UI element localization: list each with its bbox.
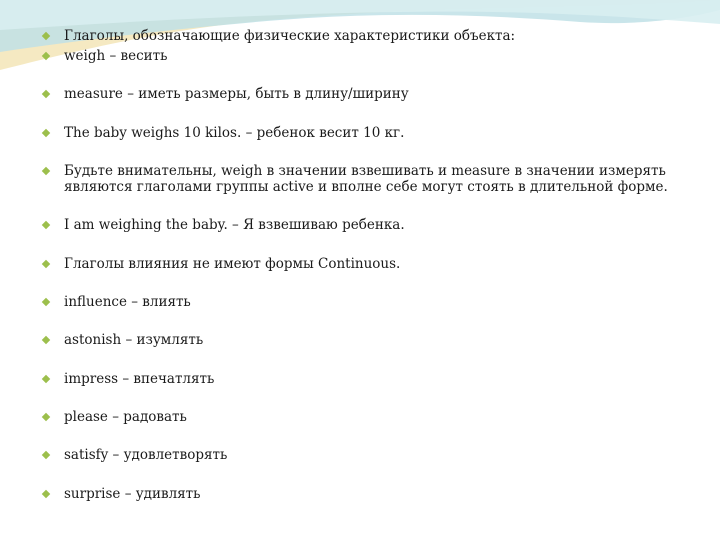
bullet-icon	[42, 375, 50, 383]
bullet-icon	[42, 451, 50, 459]
item-text: surprise – удивлять	[64, 486, 201, 502]
bullet-icon	[42, 490, 50, 498]
item-text: I am weighing the baby. – Я взвешиваю ребенка.	[64, 217, 405, 233]
bullet-icon	[42, 52, 50, 60]
list-item	[64, 409, 704, 425]
item-text: Глаголы, обозначающие физические характеристики объекта:	[64, 28, 516, 44]
list-item	[64, 332, 704, 348]
item-text: The baby weighs 10 kilos. – ребенок весит 10 кг.	[64, 125, 405, 141]
bullet-icon	[42, 413, 50, 421]
item-text: measure – иметь размеры, быть в длину/ширину	[64, 86, 409, 102]
item-text: Будьте внимательны, weigh в значении взвешивать и measure в значении измерять	[64, 163, 666, 179]
item-text: astonish – изумлять	[64, 332, 204, 348]
list-item	[64, 486, 704, 502]
list-item	[64, 125, 704, 141]
item-text: являются глаголами группы active и вполне себе могут стоять в длительной форме.	[64, 179, 668, 195]
list-item	[64, 217, 704, 233]
item-text: impress – впечатлять	[64, 371, 215, 387]
list-item	[64, 86, 704, 102]
list-item	[64, 256, 704, 272]
bullet-icon	[42, 336, 50, 344]
bullet-icon	[42, 221, 50, 229]
list-item	[64, 371, 704, 387]
list-item	[64, 48, 704, 64]
bullet-icon	[42, 167, 50, 175]
item-text: please – радовать	[64, 409, 187, 425]
item-text: Глаголы влияния не имеют формы Continuous.	[64, 256, 401, 272]
bullet-icon	[42, 298, 50, 306]
bullet-icon	[42, 90, 50, 98]
bullet-icon	[42, 260, 50, 268]
list-item	[64, 447, 704, 463]
item-text: satisfy – удовлетворять	[64, 447, 228, 463]
bullet-icon	[42, 32, 50, 40]
bullet-icon	[42, 129, 50, 137]
list-item	[64, 294, 704, 310]
item-text: weigh – весить	[64, 48, 168, 64]
item-text: influence – влиять	[64, 294, 191, 310]
list-item	[64, 163, 704, 195]
list-item	[64, 28, 704, 44]
